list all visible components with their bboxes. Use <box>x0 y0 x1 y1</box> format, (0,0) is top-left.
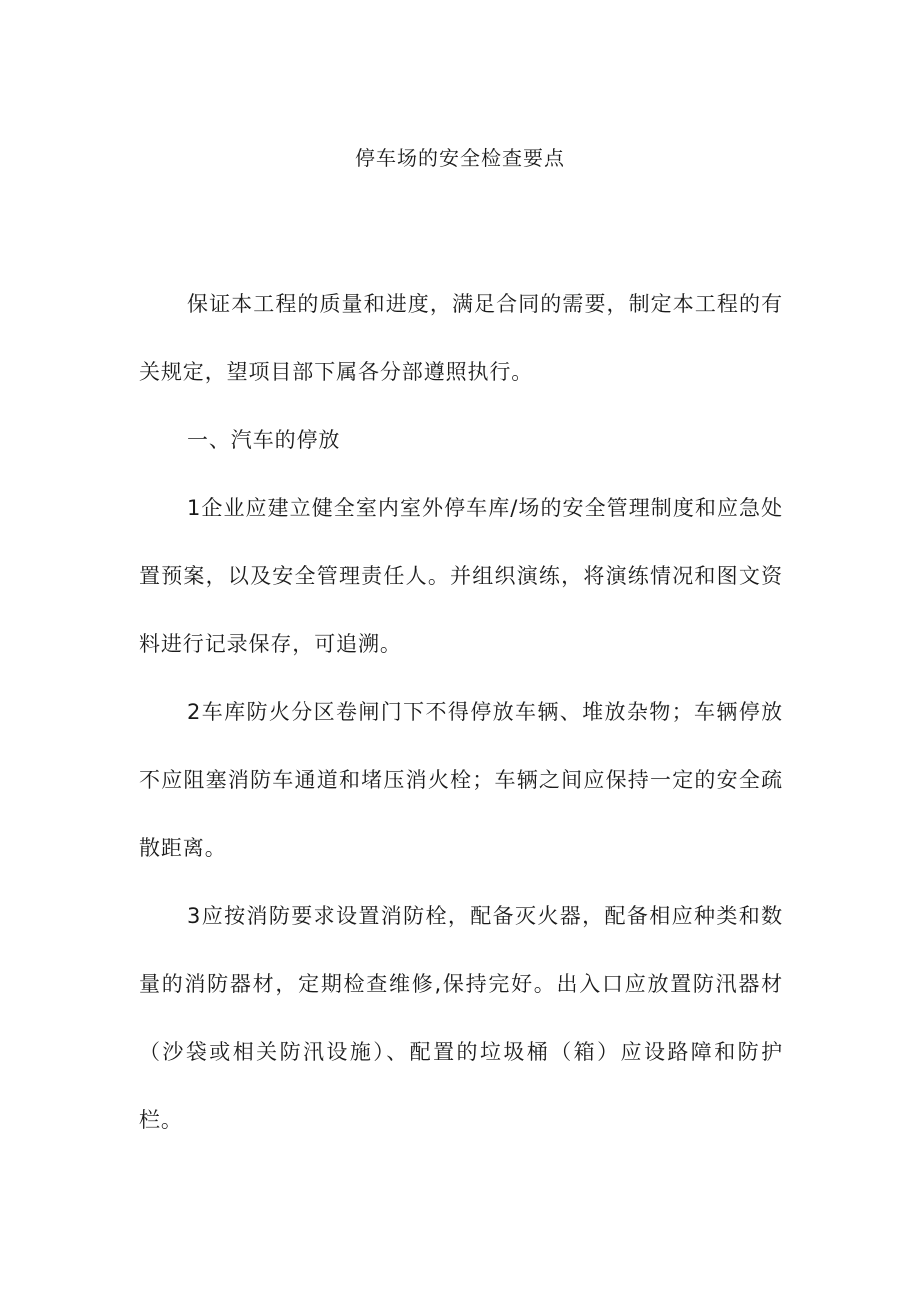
item-paragraph-2: 2车库防火分区卷闸门下不得停放车辆、堆放杂物；车辆停放不应阻塞消防车通道和堵压消火栓；车辆之间应保持一定的安全疏散距离。 <box>139 700 783 860</box>
item-paragraph-1: 1企业应建立健全室内室外停车库/场的安全管理制度和应急处置预案，以及安全管理责任人。并组织演练，将演练情况和图文资料进行记录保存，可追溯。 <box>139 496 783 656</box>
intro-paragraph: 保证本工程的质量和进度，满足合同的需要，制定本工程的有关规定，望项目部下属各分部遵照执行。 <box>139 292 783 384</box>
item-paragraph-3: 3应按消防要求设置消防栓，配备灭火器，配备相应种类和数量的消防器材，定期检查维修,保持完好。出入口应放置防汛器材（沙袋或相关防汛设施）、配置的垃圾桶（箱）应设路障和防护栏。 <box>139 904 783 1132</box>
document-body <box>139 270 783 1154</box>
section-heading: 一、汽车的停放 <box>187 428 341 452</box>
document-title: 停车场的安全检查要点 <box>355 146 565 170</box>
